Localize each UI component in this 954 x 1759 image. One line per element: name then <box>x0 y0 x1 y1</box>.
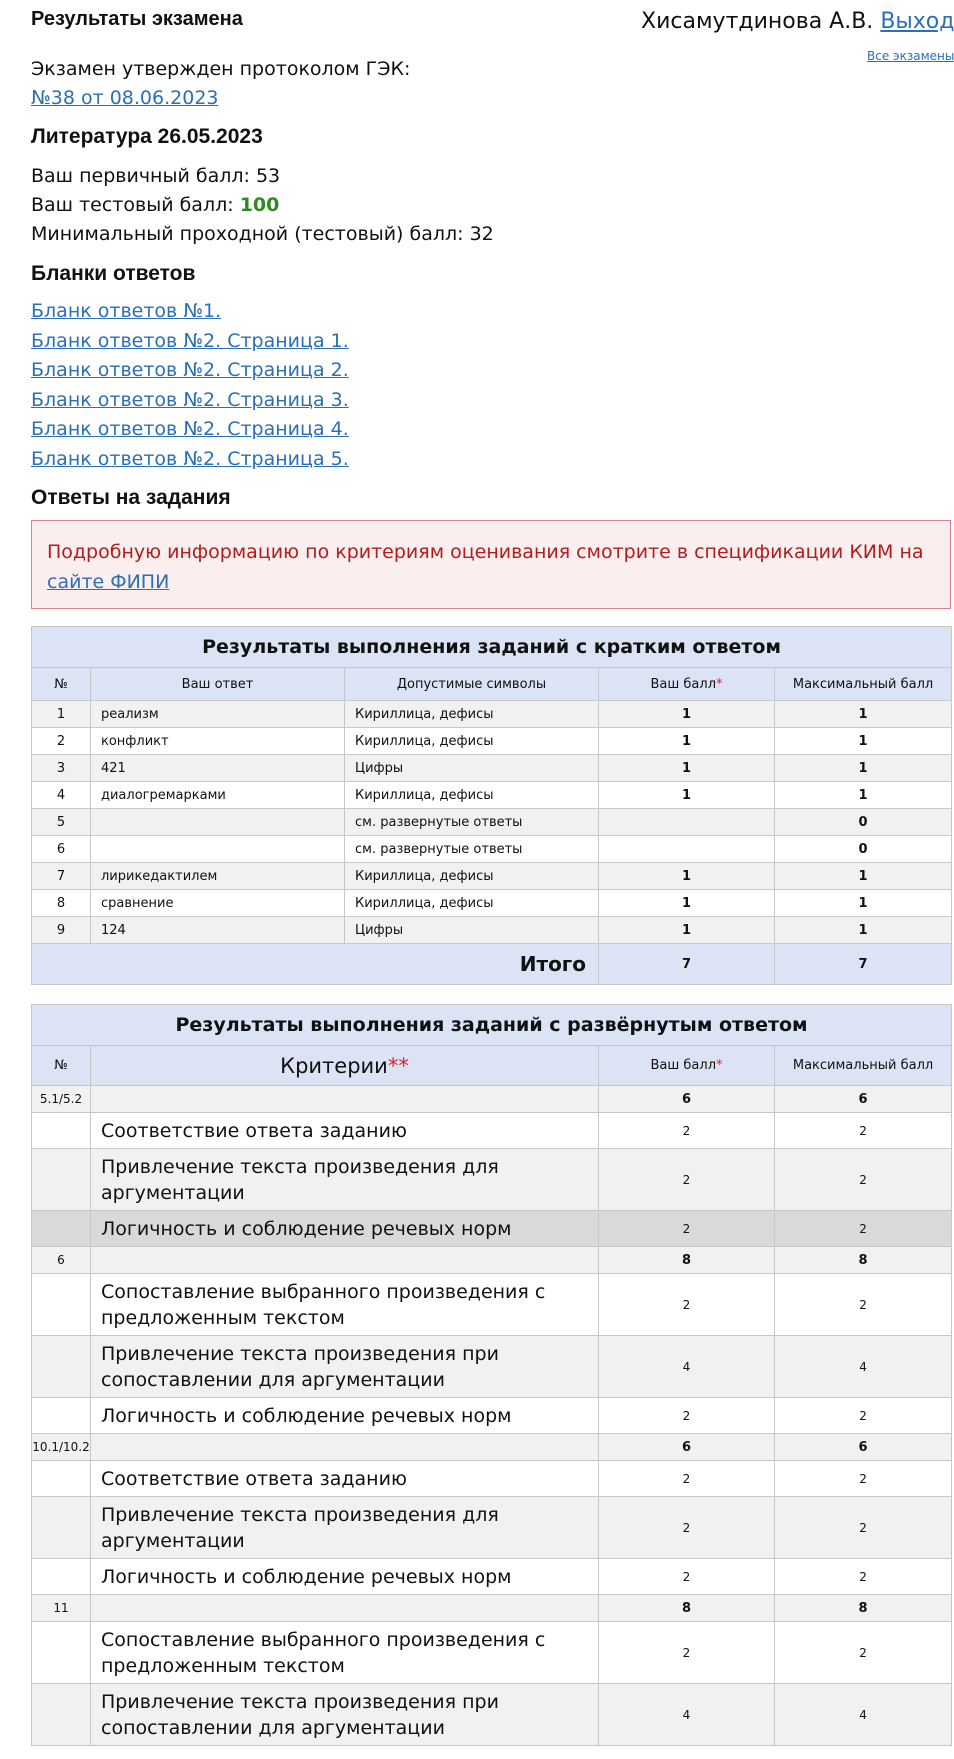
score-cell: 1 <box>599 782 775 809</box>
answer-cell <box>91 809 345 836</box>
task-number: 11 <box>32 1595 91 1622</box>
task-number: 1 <box>32 701 91 728</box>
footnote-star: ** <box>387 1053 409 1078</box>
primary-score <box>31 165 280 187</box>
col-header-score <box>599 1046 775 1086</box>
answers-title: Ответы на задания <box>31 486 231 509</box>
protocol-link[interactable]: №38 от 08.06.2023 <box>31 87 219 109</box>
criterion-text: Сопоставление выбранного произведения с предложенным текстом <box>91 1622 599 1684</box>
group-spacer <box>91 1434 599 1461</box>
criterion-score: 2 <box>599 1497 775 1559</box>
answer-cell: 124 <box>91 917 345 944</box>
criterion-text: Привлечение текста произведения при сопоставлении для аргументации <box>91 1684 599 1746</box>
criterion-max: 2 <box>775 1497 952 1559</box>
max-cell: 0 <box>775 809 952 836</box>
min-score-label: Минимальный проходной (тестовый) балл: <box>31 223 464 245</box>
criterion-row <box>32 1461 952 1497</box>
answer-cell: диалогремарками <box>91 782 345 809</box>
task-number: 9 <box>32 917 91 944</box>
exam-title: Литература 26.05.2023 <box>31 125 263 148</box>
test-score <box>31 194 279 216</box>
symbols-cell: Кириллица, дефисы <box>345 890 599 917</box>
required-star: * <box>716 1058 723 1073</box>
criterion-spacer <box>32 1336 91 1398</box>
col-header-criteria <box>91 1046 599 1086</box>
symbols-cell: Кириллица, дефисы <box>345 701 599 728</box>
task-number: 10.1/10.2 <box>32 1434 91 1461</box>
long-answer-table <box>31 1004 952 1746</box>
answer-cell: лирикедактилем <box>91 863 345 890</box>
group-max: 6 <box>775 1086 952 1113</box>
criterion-text: Логичность и соблюдение речевых норм <box>91 1559 599 1595</box>
criterion-spacer <box>32 1559 91 1595</box>
task-number: 6 <box>32 836 91 863</box>
criterion-score: 2 <box>599 1559 775 1595</box>
criteria-alert <box>31 520 951 609</box>
task-number: 3 <box>32 755 91 782</box>
criterion-row <box>32 1559 952 1595</box>
criterion-spacer <box>32 1622 91 1684</box>
criterion-score: 2 <box>599 1274 775 1336</box>
task-number: 4 <box>32 782 91 809</box>
criterion-score: 4 <box>599 1684 775 1746</box>
criterion-row <box>32 1336 952 1398</box>
short-table-caption: Результаты выполнения заданий с кратким ответом <box>32 627 952 668</box>
criterion-text: Логичность и соблюдение речевых норм <box>91 1398 599 1434</box>
table-row <box>32 890 952 917</box>
criterion-max: 2 <box>775 1398 952 1434</box>
criterion-score: 4 <box>599 1336 775 1398</box>
blank-link[interactable]: Бланк ответов №2. Страница 3. <box>31 389 349 411</box>
task-number: 5 <box>32 809 91 836</box>
criterion-score: 2 <box>599 1149 775 1211</box>
answer-cell: конфликт <box>91 728 345 755</box>
task-number: 8 <box>32 890 91 917</box>
table-row <box>32 755 952 782</box>
score-cell: 1 <box>599 890 775 917</box>
criterion-max: 2 <box>775 1461 952 1497</box>
alert-text: Подробную информацию по критериям оценивания смотрите в спецификации КИМ на <box>47 541 924 563</box>
criterion-row <box>32 1149 952 1211</box>
min-score <box>31 223 494 245</box>
table-row <box>32 728 952 755</box>
group-spacer <box>91 1595 599 1622</box>
protocol-text: Экзамен утвержден протоколом ГЭК: <box>31 58 411 80</box>
table-row <box>32 863 952 890</box>
answer-cell: 421 <box>91 755 345 782</box>
primary-score-label: Ваш первичный балл: <box>31 165 250 187</box>
task-group-row <box>32 1595 952 1622</box>
criterion-max: 2 <box>775 1149 952 1211</box>
task-group-row <box>32 1247 952 1274</box>
symbols-cell: см. развернутые ответы <box>345 809 599 836</box>
criterion-row <box>32 1684 952 1746</box>
criterion-text: Привлечение текста произведения для аргументации <box>91 1497 599 1559</box>
blank-link[interactable]: Бланк ответов №2. Страница 4. <box>31 418 349 440</box>
max-cell: 1 <box>775 728 952 755</box>
symbols-cell: Цифры <box>345 917 599 944</box>
max-cell: 0 <box>775 836 952 863</box>
col-header-score <box>599 668 775 701</box>
col-header-num: № <box>32 1046 91 1086</box>
criterion-row <box>32 1274 952 1336</box>
user-name: Хисамутдинова А.В. <box>641 9 874 34</box>
col-header-score-label: Ваш балл <box>650 1058 716 1073</box>
max-cell: 1 <box>775 782 952 809</box>
criterion-score: 2 <box>599 1211 775 1247</box>
task-number: 5.1/5.2 <box>32 1086 91 1113</box>
group-max: 6 <box>775 1434 952 1461</box>
blank-link[interactable]: Бланк ответов №1. <box>31 300 222 322</box>
max-cell: 1 <box>775 755 952 782</box>
table-row <box>32 917 952 944</box>
criterion-row <box>32 1497 952 1559</box>
task-group-row <box>32 1434 952 1461</box>
score-cell: 1 <box>599 701 775 728</box>
group-spacer <box>91 1247 599 1274</box>
criterion-text: Привлечение текста произведения при сопоставлении для аргументации <box>91 1336 599 1398</box>
max-cell: 1 <box>775 917 952 944</box>
col-header-answer: Ваш ответ <box>91 668 345 701</box>
group-max: 8 <box>775 1595 952 1622</box>
total-max: 7 <box>775 944 952 985</box>
score-cell <box>599 809 775 836</box>
criterion-max: 2 <box>775 1622 952 1684</box>
table-row <box>32 701 952 728</box>
test-score-label: Ваш тестовый балл: <box>31 194 234 216</box>
symbols-cell: Кириллица, дефисы <box>345 863 599 890</box>
max-cell: 1 <box>775 701 952 728</box>
criterion-spacer <box>32 1497 91 1559</box>
total-row <box>32 944 952 985</box>
criterion-text: Логичность и соблюдение речевых норм <box>91 1211 599 1247</box>
group-spacer <box>91 1086 599 1113</box>
criterion-row <box>32 1622 952 1684</box>
task-number: 2 <box>32 728 91 755</box>
group-score: 6 <box>599 1086 775 1113</box>
task-group-row <box>32 1086 952 1113</box>
criterion-text: Сопоставление выбранного произведения с предложенным текстом <box>91 1274 599 1336</box>
criterion-spacer <box>32 1461 91 1497</box>
symbols-cell: Кириллица, дефисы <box>345 782 599 809</box>
all-exams-link[interactable]: Все экзамены <box>867 49 954 63</box>
col-header-num: № <box>32 668 91 701</box>
score-cell <box>599 836 775 863</box>
logout-link[interactable]: Выход <box>880 9 954 34</box>
criterion-score: 2 <box>599 1398 775 1434</box>
min-score-value: 32 <box>469 223 494 245</box>
total-score: 7 <box>599 944 775 985</box>
criterion-max: 2 <box>775 1113 952 1149</box>
max-cell: 1 <box>775 863 952 890</box>
user-info <box>641 9 954 34</box>
criterion-text: Соответствие ответа заданию <box>91 1113 599 1149</box>
blank-link[interactable]: Бланк ответов №2. Страница 1. <box>31 330 349 352</box>
max-cell: 1 <box>775 890 952 917</box>
score-cell: 1 <box>599 755 775 782</box>
col-header-max: Максимальный балл <box>775 1046 952 1086</box>
answer-cell: сравнение <box>91 890 345 917</box>
col-header-max: Максимальный балл <box>775 668 952 701</box>
criterion-row <box>32 1113 952 1149</box>
criterion-spacer <box>32 1398 91 1434</box>
criterion-max: 4 <box>775 1684 952 1746</box>
symbols-cell: Цифры <box>345 755 599 782</box>
short-answer-table <box>31 626 952 985</box>
criterion-text: Соответствие ответа заданию <box>91 1461 599 1497</box>
test-score-value: 100 <box>239 194 280 216</box>
long-table-caption: Результаты выполнения заданий с развёрнутым ответом <box>32 1005 952 1046</box>
score-cell: 1 <box>599 863 775 890</box>
group-score: 8 <box>599 1595 775 1622</box>
col-header-score-label: Ваш балл <box>650 676 716 692</box>
col-header-symbols: Допустимые символы <box>345 668 599 701</box>
fipi-link[interactable]: сайте ФИПИ <box>47 571 170 593</box>
page-title: Результаты экзамена <box>31 8 243 30</box>
symbols-cell: см. развернутые ответы <box>345 836 599 863</box>
col-header-criteria-label: Критерии <box>280 1053 388 1078</box>
criterion-max: 2 <box>775 1559 952 1595</box>
criterion-spacer <box>32 1113 91 1149</box>
criterion-spacer <box>32 1211 91 1247</box>
symbols-cell: Кириллица, дефисы <box>345 728 599 755</box>
criterion-row <box>32 1398 952 1434</box>
answer-cell <box>91 836 345 863</box>
criterion-max: 2 <box>775 1211 952 1247</box>
blanks-title: Бланки ответов <box>31 262 196 285</box>
criterion-row <box>32 1211 952 1247</box>
table-row <box>32 782 952 809</box>
group-max: 8 <box>775 1247 952 1274</box>
blank-link[interactable]: Бланк ответов №2. Страница 5. <box>31 448 349 470</box>
answer-cell: реализм <box>91 701 345 728</box>
criterion-max: 2 <box>775 1274 952 1336</box>
criterion-spacer <box>32 1149 91 1211</box>
group-score: 8 <box>599 1247 775 1274</box>
task-number: 6 <box>32 1247 91 1274</box>
score-cell: 1 <box>599 917 775 944</box>
table-row <box>32 836 952 863</box>
criterion-score: 2 <box>599 1113 775 1149</box>
criterion-spacer <box>32 1684 91 1746</box>
table-row <box>32 809 952 836</box>
criterion-spacer <box>32 1274 91 1336</box>
criterion-max: 4 <box>775 1336 952 1398</box>
score-cell: 1 <box>599 728 775 755</box>
required-star: * <box>716 676 723 692</box>
criterion-text: Привлечение текста произведения для аргументации <box>91 1149 599 1211</box>
blank-link[interactable]: Бланк ответов №2. Страница 2. <box>31 359 349 381</box>
primary-score-value: 53 <box>255 165 281 187</box>
total-label: Итого <box>32 944 599 985</box>
criterion-score: 2 <box>599 1622 775 1684</box>
task-number: 7 <box>32 863 91 890</box>
group-score: 6 <box>599 1434 775 1461</box>
criterion-score: 2 <box>599 1461 775 1497</box>
